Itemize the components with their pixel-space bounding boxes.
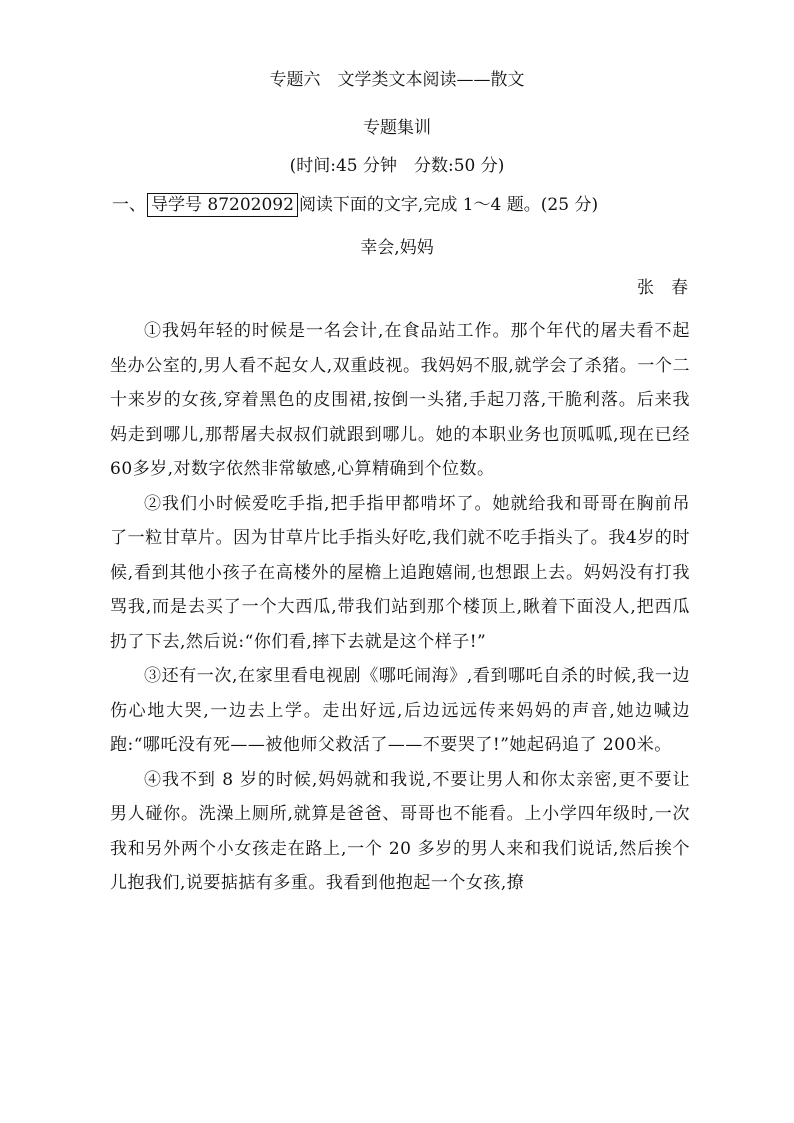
guide-code-box: 导学号 87202092: [147, 193, 298, 217]
page-subtitle: 专题集训: [363, 118, 431, 138]
essay-title: 幸会,妈妈: [360, 238, 434, 258]
essay-author: 张 春: [637, 278, 688, 298]
paragraph-2: ②我们小时候爱吃手指,把手指甲都啃坏了。她就给我和哥哥在胸前吊了一粒甘草片。因为甘草片比手指头好吃,我们就不吃手指头了。我4岁的时候,看到其他小孩子在高楼外的屋檐上追跑嬉闹,也想跟上去。妈妈没有打我骂我,而是去买了一个大西瓜,带我们站到那个楼顶上,瞅着下面没人,把西瓜扔了下去,然后说:“你们看,摔下去就是这个样子!”: [110, 493, 690, 652]
paragraph-4: ④我不到 8 岁的时候,妈妈就和我说,不要让男人和你太亲密,更不要让男人碰你。洗澡上厕所,就算是爸爸、哥哥也不能看。上小学四年级时,一次我和另外两个小女孩走在路上,一个 20 多岁的男人来和我们说话,然后挨个儿抱我们,说要掂掂有多重。我看到他抱起一个女孩,撩: [110, 769, 690, 893]
paragraph-3: ③还有一次,在家里看电视剧《哪吒闹海》,看到哪吒自杀的时候,我一边伤心地大哭,一边去上学。走出好远,后边远远传来妈妈的声音,她边喊边跑:“哪吒没有死——被他师父救活了——不要哭了!”她起码追了 200米。: [110, 666, 690, 755]
question-instruction: 阅读下面的文字,完成 1～4 题。(25 分): [298, 195, 599, 215]
question-number: 一、: [112, 195, 146, 215]
question-heading: [112, 193, 598, 217]
page-title: 专题六 文学类文本阅读——散文: [269, 70, 525, 90]
essay-body: [110, 314, 690, 901]
paragraph-1: ①我妈年轻的时候是一名会计,在食品站工作。那个年代的屠夫看不起坐办公室的,男人看不起女人,双重歧视。我妈妈不服,就学会了杀猪。一个二十来岁的女孩,穿着黑色的皮围裙,按倒一头猪,手起刀落,干脆利落。后来我妈走到哪儿,那帮屠夫叔叔们就跟到哪儿。她的本职业务也顶呱呱,现在已经60多岁,对数字依然非常敏感,心算精确到个位数。: [110, 321, 690, 479]
time-score-info: (时间:45 分钟 分数:50 分): [289, 156, 505, 176]
